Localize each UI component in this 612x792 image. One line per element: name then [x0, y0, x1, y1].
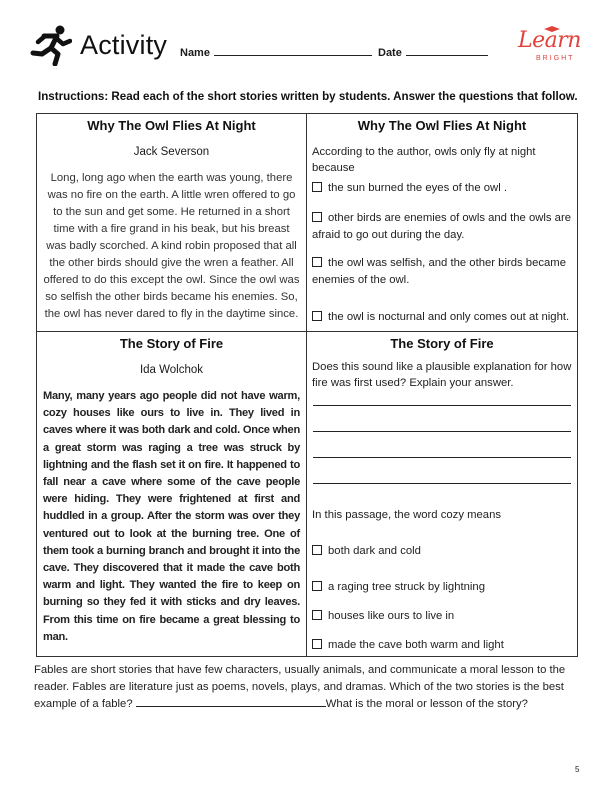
stories-table [36, 113, 578, 657]
date-field[interactable] [378, 46, 488, 59]
logo-subtext: BRIGHT [536, 55, 575, 62]
cozy-option-1[interactable]: both dark and cold [312, 543, 574, 560]
owl-option-3[interactable]: the owl was selfish, and the other birds became enemies of the owl. [312, 257, 566, 286]
checkbox[interactable] [312, 639, 322, 649]
owl-option-4[interactable]: the owl is nocturnal and only comes out at night. [312, 309, 574, 326]
fable-question [34, 662, 582, 713]
instructions: Instructions: Read each of the short stories written by students. Answer the questions that follow. [38, 90, 578, 103]
checkbox[interactable] [312, 257, 322, 267]
date-label: Date [378, 47, 402, 59]
checkbox[interactable] [312, 182, 322, 192]
story-owl-text: Long, long ago when the earth was young, there was no fire on the earth. A little wren offered to go to the sun and get some. He returned in a short time with a fire grand in his beak, but his breast was badly scorched. A kind robin proposed that all the other birds should give the wren a feather. All offered to do this except the owl. Since the owl was so selfish the other birds became his enemies. So, the owl has never dared to fly in the daytime since. [43, 172, 300, 320]
question-owl-cell [307, 114, 577, 331]
story-owl-title: Why The Owl Flies At Night [87, 118, 256, 133]
owl-option-2[interactable]: other birds are enemies of owls and the owls are afraid to go out during the day. [312, 212, 572, 241]
worksheet-header [0, 0, 612, 86]
name-line[interactable] [214, 46, 372, 56]
checkbox[interactable] [312, 545, 322, 555]
question-fire-cell [307, 332, 577, 656]
question-owl-prompt: According to the author, owls only fly at night because [312, 146, 536, 174]
checkbox[interactable] [312, 581, 322, 591]
story-owl-cell [37, 114, 306, 331]
question-fire-title: The Story of Fire [390, 336, 494, 351]
fable-question-text: Fables are short stories that have few characters, usually animals, and communicate a moral lesson to the reader. Fables are literature just as poems, novels, plays, and dramas. Which of the two stories is the best example of a fable? [34, 664, 566, 710]
date-line[interactable] [406, 46, 488, 56]
story-fire-cell [37, 332, 306, 656]
page-number: 5 [575, 765, 580, 774]
story-fire-text: Many, many years ago people did not have warm, cozy houses like ours to live in. They lived in caves where it was both dark and cold. Once when a great storm was raging a tree was struck by lightning and the flash set it on fire. It happened to fall near a cave where some of the cave people were hiding. They were frightened at first and huddled in a group. After the storm was over they ventured out to look at the burning tree. One of them took a burning branch and brought it into the cave. They discovered that it made the cave both warm and light. They wanted the fire to keep on burning so they fed it with sticks and dry leaves. From this time on fire became a great blessing to man. [43, 390, 300, 643]
name-field[interactable] [180, 46, 372, 59]
answer-line[interactable] [313, 405, 571, 406]
checkbox[interactable] [312, 311, 322, 321]
name-label: Name [180, 47, 210, 59]
logo-wordmark: Learn [518, 28, 581, 53]
question-cozy-prompt: In this passage, the word cozy means [312, 509, 502, 521]
activity-title: Activity [80, 30, 168, 60]
owl-option-1[interactable]: the sun burned the eyes of the owl . [312, 180, 574, 197]
learn-bright-logo [518, 28, 582, 66]
checkbox[interactable] [312, 610, 322, 620]
story-fire-author: Ida Wolchok [139, 364, 204, 376]
question-owl-title: Why The Owl Flies At Night [357, 118, 527, 133]
moral-question-text: What is the moral or lesson of the story? [325, 698, 528, 710]
answer-line[interactable] [313, 457, 571, 458]
fable-answer-blank[interactable] [136, 697, 326, 707]
answer-line[interactable] [313, 483, 571, 484]
cozy-option-2[interactable]: a raging tree struck by lightning [312, 579, 574, 596]
cozy-option-3[interactable]: houses like ours to live in [312, 608, 574, 625]
checkbox[interactable] [312, 212, 322, 222]
answer-line[interactable] [313, 431, 571, 432]
cozy-option-4[interactable]: made the cave both warm and light [312, 637, 574, 654]
running-person-icon [30, 24, 72, 66]
question-fire-prompt: Does this sound like a plausible explanation for how fire was first used? Explain your answer. [312, 361, 572, 389]
story-owl-author: Jack Severson [133, 146, 210, 158]
story-fire-title: The Story of Fire [119, 336, 224, 351]
